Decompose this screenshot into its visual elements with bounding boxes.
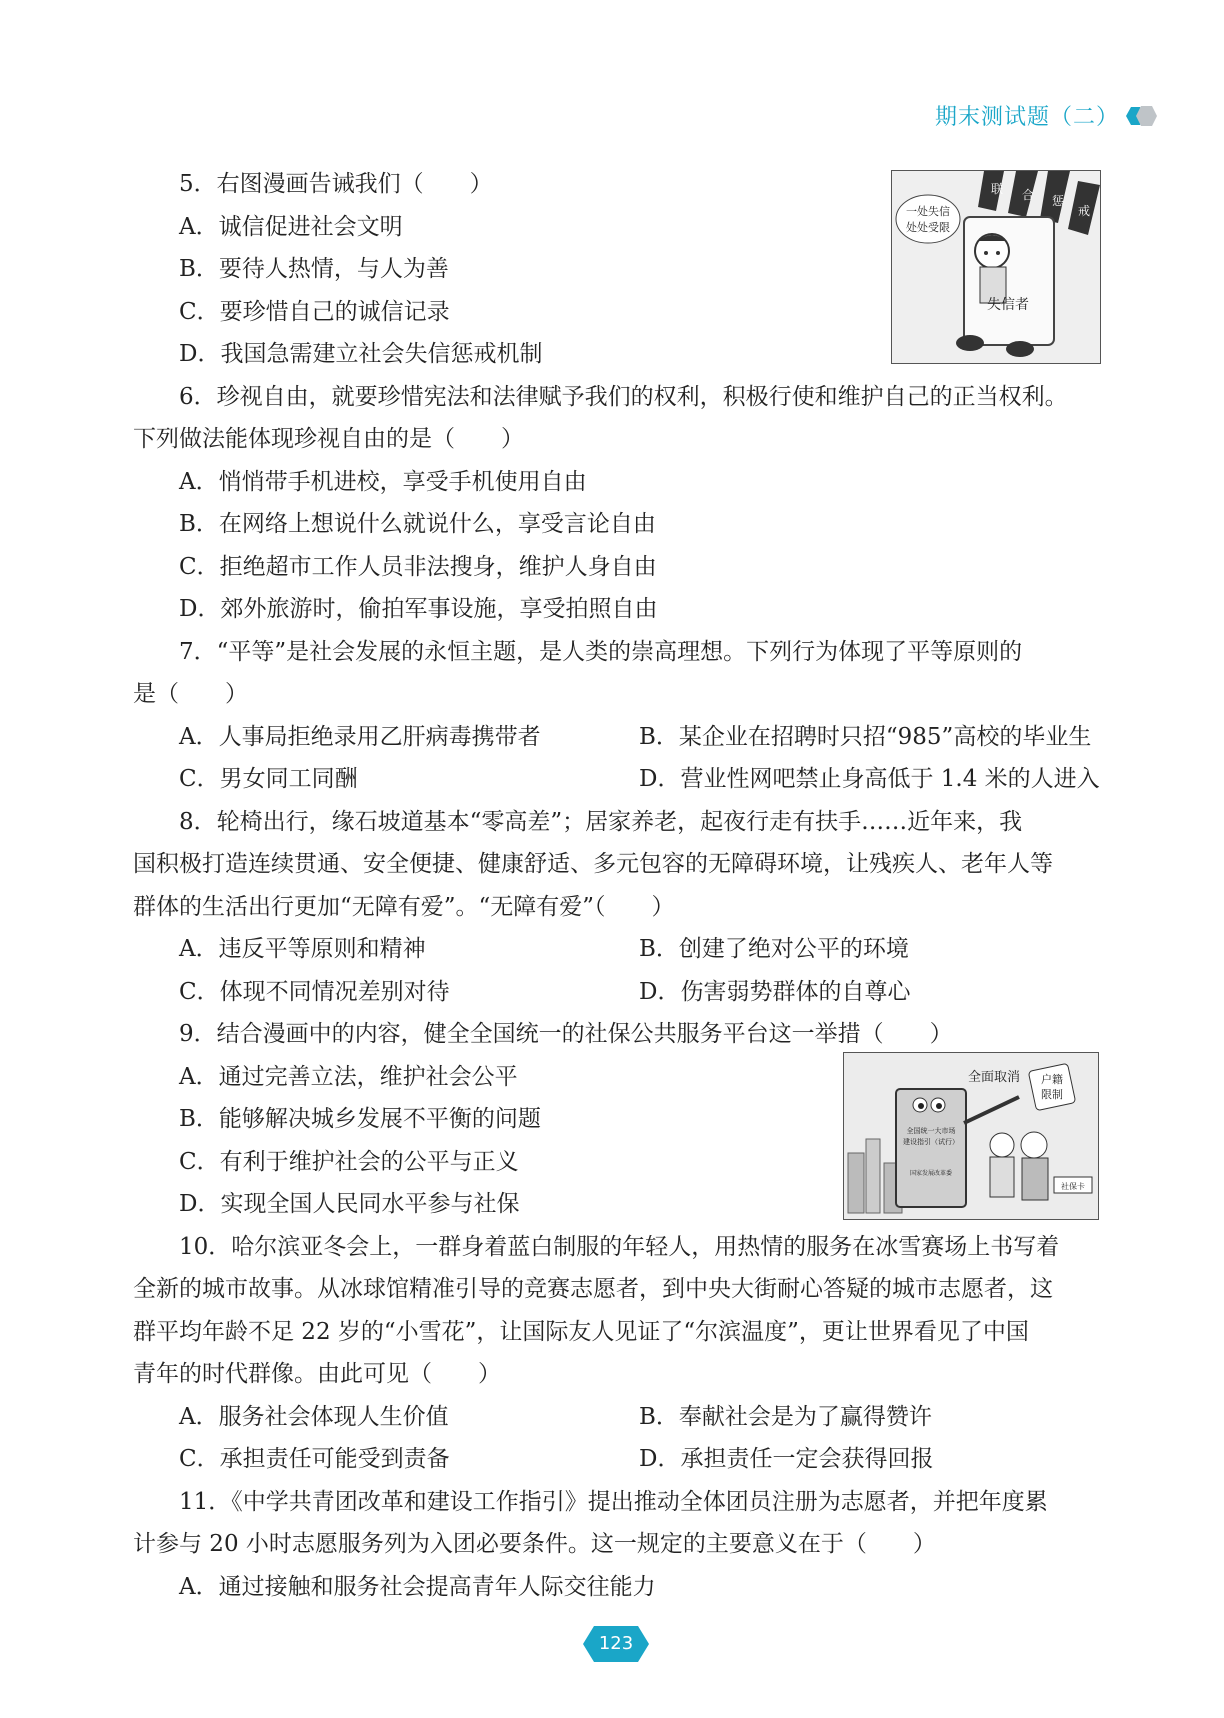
text-line: 7．“平等”是社会发展的永恒主题，是人类的崇高理想。下列行为体现了平等原则的 [179, 638, 1023, 665]
text-line: A．悄悄带手机进校，享受手机使用自由 [179, 468, 587, 495]
text-line: 计参与 20 小时志愿服务列为入团必要条件。这一规定的主要意义在于（ ） [133, 1531, 936, 1557]
text-line: 是（ ） [133, 681, 248, 707]
text-line: C．要珍惜自己的诚信记录 [179, 298, 450, 325]
desk-sign: 社保卡 [1061, 1182, 1085, 1191]
book-title-1: 全国统一大市场 [906, 1127, 956, 1135]
text-line: 国积极打造连续贯通、安全便捷、健康舒适、多元包容的无障碍环境，让残疾人、老年人等 [133, 851, 1053, 877]
bubble-text-1: 一处失信 [906, 205, 950, 218]
sign-text-1: 户籍 [1041, 1073, 1063, 1086]
book-title-2: 建设指引（试行） [903, 1138, 959, 1146]
banner-char-2: 合 [1022, 188, 1035, 202]
text-line: 8．轮椅出行，缘石坡道基本“零高差”；居家养老，起夜行走有扶手……近年来，我 [179, 808, 1023, 835]
page-number: 123 [598, 1633, 634, 1654]
text-line: D．实现全国人民同水平参与社保 [179, 1191, 520, 1217]
option-text: A．人事局拒绝录用乙肝病毒携带者 [179, 723, 541, 750]
banner-char-1: 联 [991, 182, 1004, 196]
option-row [133, 928, 1103, 971]
sign-text-2: 限制 [1041, 1088, 1063, 1101]
option-row [133, 716, 1103, 759]
option-text: B．奉献社会是为了赢得赞许 [639, 1403, 932, 1430]
text-line: B．在网络上想说什么就说什么，享受言论自由 [179, 511, 656, 537]
person-label: 失信者 [987, 297, 1029, 313]
option-row [133, 1438, 1103, 1481]
option-text: A．违反平等原则和精神 [179, 936, 426, 962]
text-line: 11．《中学共青团改革和建设工作指引》提出推动全体团员注册为志愿者，并把年度累 [179, 1488, 1048, 1515]
bubble-text-2: 处处受限 [906, 221, 950, 234]
text-line: 10．哈尔滨亚冬会上，一群身着蓝白制服的年轻人，用热情的服务在冰雪赛场上书写着 [179, 1233, 1060, 1260]
option-text: A．服务社会体现人生价值 [179, 1403, 449, 1430]
option-row [133, 971, 1103, 1014]
cartoon-social-security [843, 1052, 1099, 1220]
option-text: B．某企业在招聘时只招“985”高校的毕业生 [639, 723, 1092, 750]
option-text: C．体现不同情况差别对待 [179, 978, 450, 1005]
option-text: D．营业性网吧禁止身高低于 1.4 米的人进入 [639, 766, 1100, 792]
text-line: 群平均年龄不足 22 岁的“小雪花”，让国际友人见证了“尔滨温度”，更让世界看见了中国 [133, 1318, 1029, 1345]
text-line: 5．右图漫画告诫我们（ ） [179, 171, 493, 197]
text-line: D．我国急需建立社会失信惩戒机制 [179, 341, 543, 367]
text-line: A．通过完善立法，维护社会公平 [179, 1063, 518, 1090]
option-text: C．男女同工同酬 [179, 766, 358, 792]
header-hexagon-icon [1124, 103, 1158, 129]
option-text: B．创建了绝对公平的环境 [639, 936, 909, 962]
text-line: B．要待人热情，与人为善 [179, 256, 449, 282]
text-line: 群体的生活出行更加“无障有爱”。“无障有爱”（ ） [133, 893, 675, 920]
option-text: C．承担责任可能受到责备 [179, 1446, 450, 1472]
option-text: D．伤害弱势群体的自尊心 [639, 978, 911, 1005]
text-line: 青年的时代群像。由此可见（ ） [133, 1361, 501, 1387]
text-line: B．能够解决城乡发展不平衡的问题 [179, 1106, 541, 1132]
text-line: A．诚信促进社会文明 [179, 213, 403, 240]
option-row [133, 1396, 1103, 1439]
option-row [133, 758, 1103, 801]
banner-char-3: 惩 [1052, 194, 1065, 208]
text-line: 6．珍视自由，就要珍惜宪法和法律赋予我们的权利，积极行使和维护自己的正当权利。 [179, 383, 1068, 410]
banner-char-4: 戒 [1078, 204, 1091, 218]
text-line: 下列做法能体现珍视自由的是（ ） [133, 426, 524, 452]
question-content [133, 163, 1103, 1608]
book-footer: 国家发展改革委 [909, 1170, 953, 1177]
page-header-title: 期末测试题（二） [934, 105, 1119, 130]
text-line: C．拒绝超市工作人员非法搜身，维护人身自由 [179, 553, 657, 580]
cartoon-credit [891, 170, 1101, 364]
text-line: A．通过接触和服务社会提高青年人际交往能力 [179, 1573, 656, 1600]
text-line: D．郊外旅游时，偷拍军事设施，享受拍照自由 [179, 596, 658, 622]
text-line: 全新的城市故事。从冰球馆精准引导的竞赛志愿者，到中央大街耐心答疑的城市志愿者，这 [133, 1276, 1053, 1302]
text-line: C．有利于维护社会的公平与正义 [179, 1148, 519, 1175]
option-text: D．承担责任一定会获得回报 [639, 1446, 934, 1472]
text-line: 9．结合漫画中的内容，健全全国统一的社保公共服务平台这一举措（ ） [179, 1021, 953, 1047]
cartoon-top-label: 全面取消 [967, 1070, 1021, 1085]
